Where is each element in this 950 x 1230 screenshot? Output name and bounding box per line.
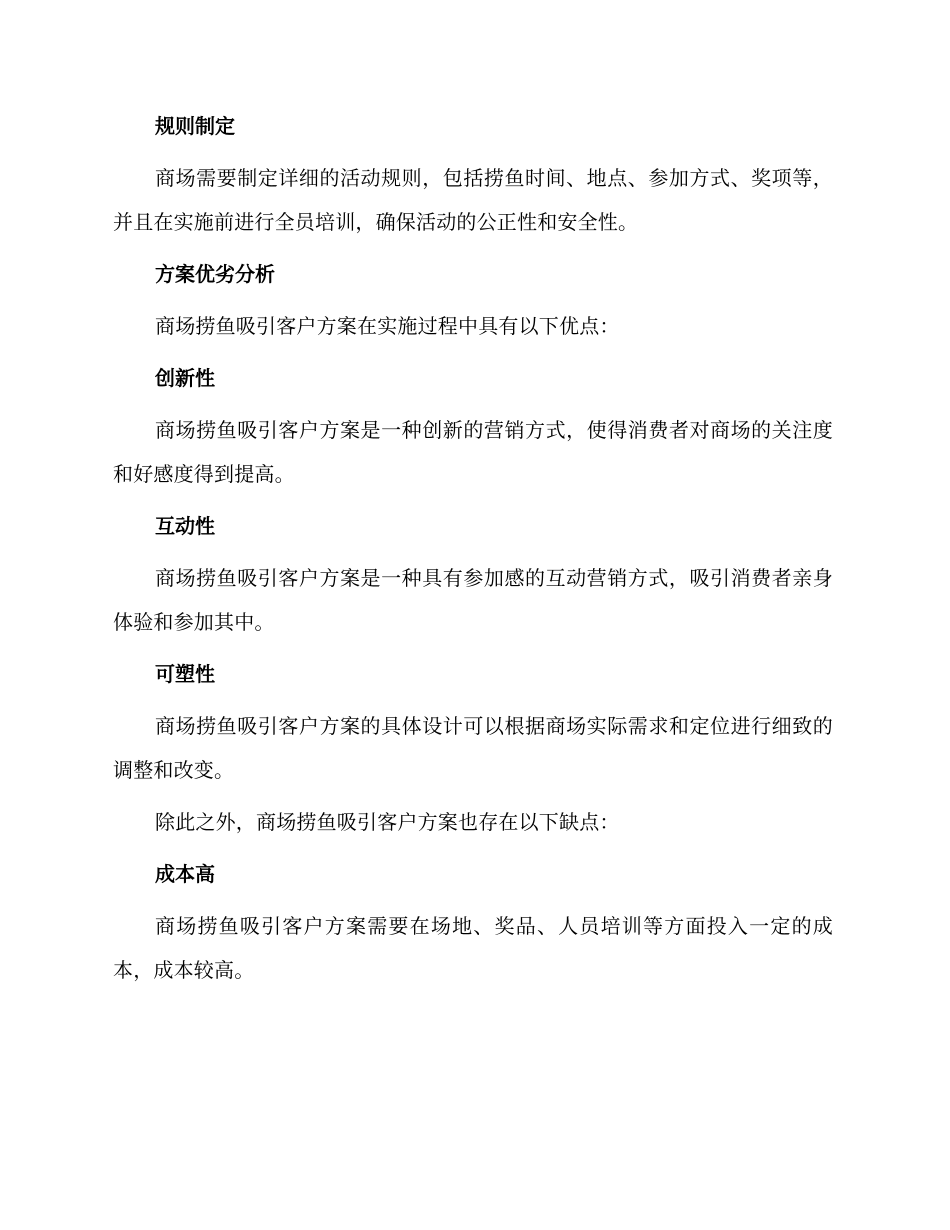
paragraph-high-cost: 商场捞鱼吸引客户方案需要在场地、奖品、人员培训等方面投入一定的成本，成本较高。 bbox=[113, 914, 833, 982]
paragraph-interactivity: 商场捞鱼吸引客户方案是一种具有参加感的互动营销方式，吸引消费者亲身体验和参加其中。 bbox=[113, 566, 833, 634]
section-heading-rules: 规则制定 bbox=[155, 114, 235, 138]
paragraph-innovation: 商场捞鱼吸引客户方案是一种创新的营销方式，使得消费者对商场的关注度和好感度得到提高。 bbox=[113, 418, 833, 486]
section-heading-high-cost: 成本高 bbox=[155, 862, 215, 886]
section-heading-analysis: 方案优劣分析 bbox=[155, 262, 275, 286]
paragraph-disadvantages-intro: 除此之外，商场捞鱼吸引客户方案也存在以下缺点： bbox=[155, 810, 620, 834]
section-heading-plasticity: 可塑性 bbox=[155, 662, 215, 686]
document-content bbox=[113, 104, 833, 1000]
paragraph-advantages-intro: 商场捞鱼吸引客户方案在实施过程中具有以下优点： bbox=[155, 314, 620, 338]
paragraph-plasticity: 商场捞鱼吸引客户方案的具体设计可以根据商场实际需求和定位进行细致的调整和改变。 bbox=[113, 714, 833, 782]
paragraph-rules: 商场需要制定详细的活动规则，包括捞鱼时间、地点、参加方式、奖项等，并且在实施前进行全员培训，确保活动的公正性和安全性。 bbox=[113, 166, 833, 234]
section-heading-innovation: 创新性 bbox=[155, 366, 215, 390]
section-heading-interactivity: 互动性 bbox=[155, 514, 215, 538]
